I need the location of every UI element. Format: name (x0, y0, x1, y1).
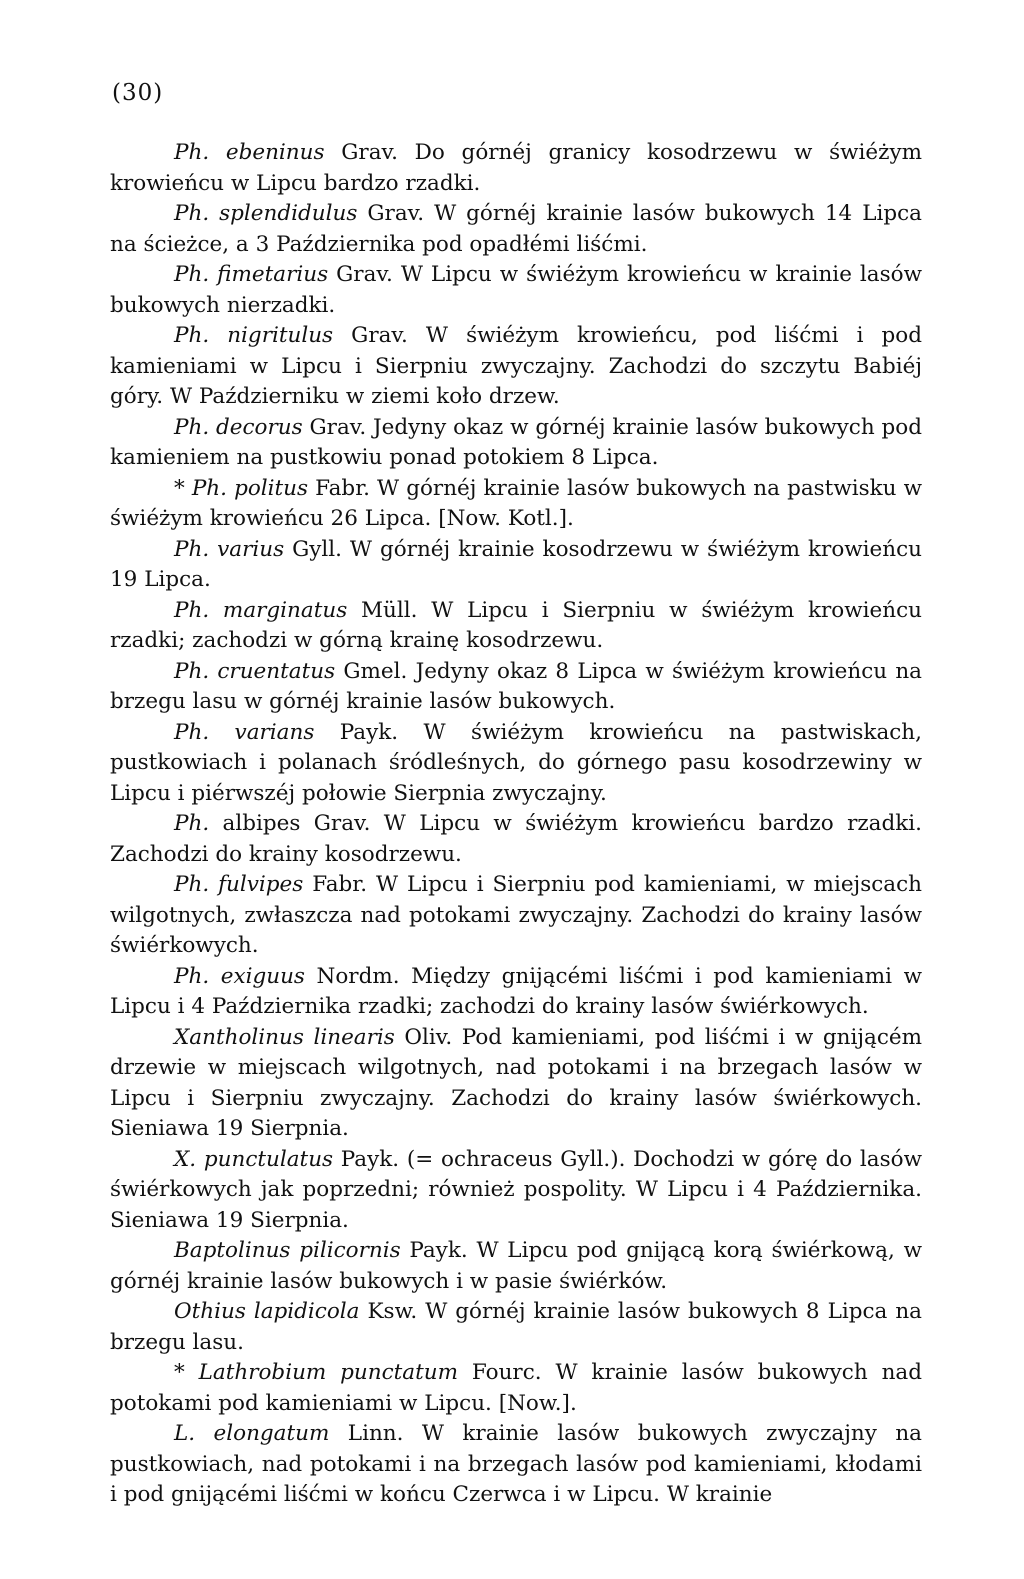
entry-text: Oliv. Pod kamieniami, pod liśćmi i w gnijącém drzewie w miejscach wilgotnych, nad potokami i na brzegach lasów w Lipcu i Sierpniu zwyczajny. Zachodzi do krainy lasów świérkowych. Sieniawa 19 Sierpnia. (110, 1024, 923, 1141)
entry-star: * (174, 475, 192, 501)
species-entry (110, 535, 922, 596)
taxon-name: Ph. fulvipes (174, 872, 304, 897)
entry-text: Fourc. W krainie lasów bukowych nad potokami pod kamieniami w Lipcu. [Now.]. (110, 1360, 922, 1416)
taxon-name: Ph. politus (191, 475, 309, 501)
taxon-name: Ph. nigritulus (174, 323, 334, 348)
species-entry (110, 1145, 922, 1237)
species-entry (110, 1358, 922, 1419)
species-entry (110, 1236, 922, 1297)
species-entry (110, 596, 922, 657)
species-list (110, 138, 922, 1511)
taxon-name: Xantholinus linearis (174, 1024, 395, 1050)
entry-text: Nordm. Między gnijącémi liśćmi i pod kamieniami w Lipcu i 4 Października rzadki; zachodzi do krainy lasów świérkowych. (110, 963, 922, 1019)
species-entry (110, 199, 922, 260)
entry-text: Grav. W górnéj krainie lasów bukowych 14 Lipca na ścieżce, a 3 Października pod opadłémi liśćmi. (110, 201, 922, 257)
species-entry (110, 413, 922, 474)
entry-star: * (174, 1360, 199, 1385)
taxon-name: X. punctulatus (174, 1146, 334, 1172)
taxon-name: Ph. splendidulus (174, 201, 358, 226)
entry-text: albipes Grav. W Lipcu w świéżym krowieńcu bardzo rzadki. Zachodzi do krainy kosodrzewu. (110, 811, 922, 867)
taxon-name: Ph. decorus (174, 414, 303, 440)
species-entry (110, 718, 922, 810)
entry-text: Grav. W świéżym krowieńcu, pod liśćmi i pod kamieniami w Lipcu i Sierpniu zwyczajny. Zachodzi do szczytu Babiéj góry. W Październiku w ziemi koło drzew. (110, 323, 922, 409)
taxon-name: Othius lapidicola (174, 1299, 360, 1324)
entry-text: Grav. Do górnéj granicy kosodrzewu w świéżym krowieńcu w Lipcu bardzo rzadki. (110, 140, 922, 196)
taxon-name: Ph. marginatus (174, 597, 348, 623)
entry-text: Ksw. W górnéj krainie lasów bukowych 8 Lipca na brzegu lasu. (110, 1299, 922, 1355)
species-entry (110, 138, 922, 199)
entry-text: Grav. Jedyny okaz w górnéj krainie lasów bukowych pod kamieniem na pustkowiu ponad potokiem 8 Lipca. (110, 414, 922, 470)
entry-text: Fabr. W górnéj krainie lasów bukowych na pastwisku w świéżym krowieńcu 26 Lipca. [Now. Kotl.]. (110, 475, 922, 531)
species-entry (110, 1023, 922, 1145)
species-entry (110, 657, 922, 718)
taxon-name: Ph. (174, 811, 210, 836)
species-entry (110, 809, 922, 870)
entry-text: Grav. W Lipcu w świéżym krowieńcu w krainie lasów bukowych nierzadki. (110, 262, 922, 318)
entry-text: Payk. W świéżym krowieńcu na pastwiskach, pustkowiach i polanach śródleśnych, do górnego pasu kosodrzewiny w Lipcu i piérwszéj połowie Sierpnia zwyczajny. (110, 719, 922, 806)
entry-text: Gmel. Jedyny okaz 8 Lipca w świéżym krowieńcu na brzegu lasu w górnéj krainie lasów bukowych. (110, 658, 922, 714)
page-number: (30) (112, 80, 164, 106)
entry-text: Fabr. W Lipcu i Sierpniu pod kamieniami, w miejscach wilgotnych, zwłaszcza nad potokami zwyczajny. Zachodzi do krainy lasów świérkowych. (110, 872, 922, 958)
taxon-name: Baptolinus pilicornis (174, 1238, 401, 1263)
species-entry (110, 962, 922, 1023)
entry-text: Müll. W Lipcu i Sierpniu w świéżym krowieńcu rzadki; zachodzi w górną krainę kosodrzewu. (110, 597, 922, 653)
taxon-name: Ph. varians (174, 719, 315, 745)
taxon-name: Ph. cruentatus (174, 658, 336, 684)
species-entry (110, 321, 922, 413)
taxon-name: Ph. varius (174, 536, 285, 562)
species-entry (110, 1419, 922, 1511)
taxon-name: Ph. ebeninus (174, 140, 325, 165)
taxon-name: Ph. exiguus (174, 963, 305, 989)
taxon-name: Ph. fimetarius (174, 262, 329, 287)
taxon-name: L. elongatum (174, 1421, 330, 1446)
species-entry (110, 474, 922, 535)
entry-text: Gyll. W górnéj krainie kosodrzewu w świéżym krowieńcu 19 Lipca. (110, 536, 922, 592)
species-entry (110, 260, 922, 321)
species-entry (110, 870, 922, 962)
taxon-name: Lathrobium punctatum (198, 1360, 459, 1385)
entry-text: Payk. W Lipcu pod gnijącą korą świérkową, w górnéj krainie lasów bukowych i w pasie świérków. (110, 1238, 922, 1294)
species-entry (110, 1297, 922, 1358)
entry-text: Linn. W krainie lasów bukowych zwyczajny na pustkowiach, nad potokami i na brzegach lasów pod kamieniami, kłodami i pod gnijącémi liśćmi w końcu Czerwca i w Lipcu. W krainie (110, 1421, 922, 1507)
entry-text: Payk. (= ochraceus Gyll.). Dochodzi w górę do lasów świérkowych jak poprzedni; również pospolity. W Lipcu i 4 Października. Sieniawa 19 Sierpnia. (110, 1146, 922, 1233)
